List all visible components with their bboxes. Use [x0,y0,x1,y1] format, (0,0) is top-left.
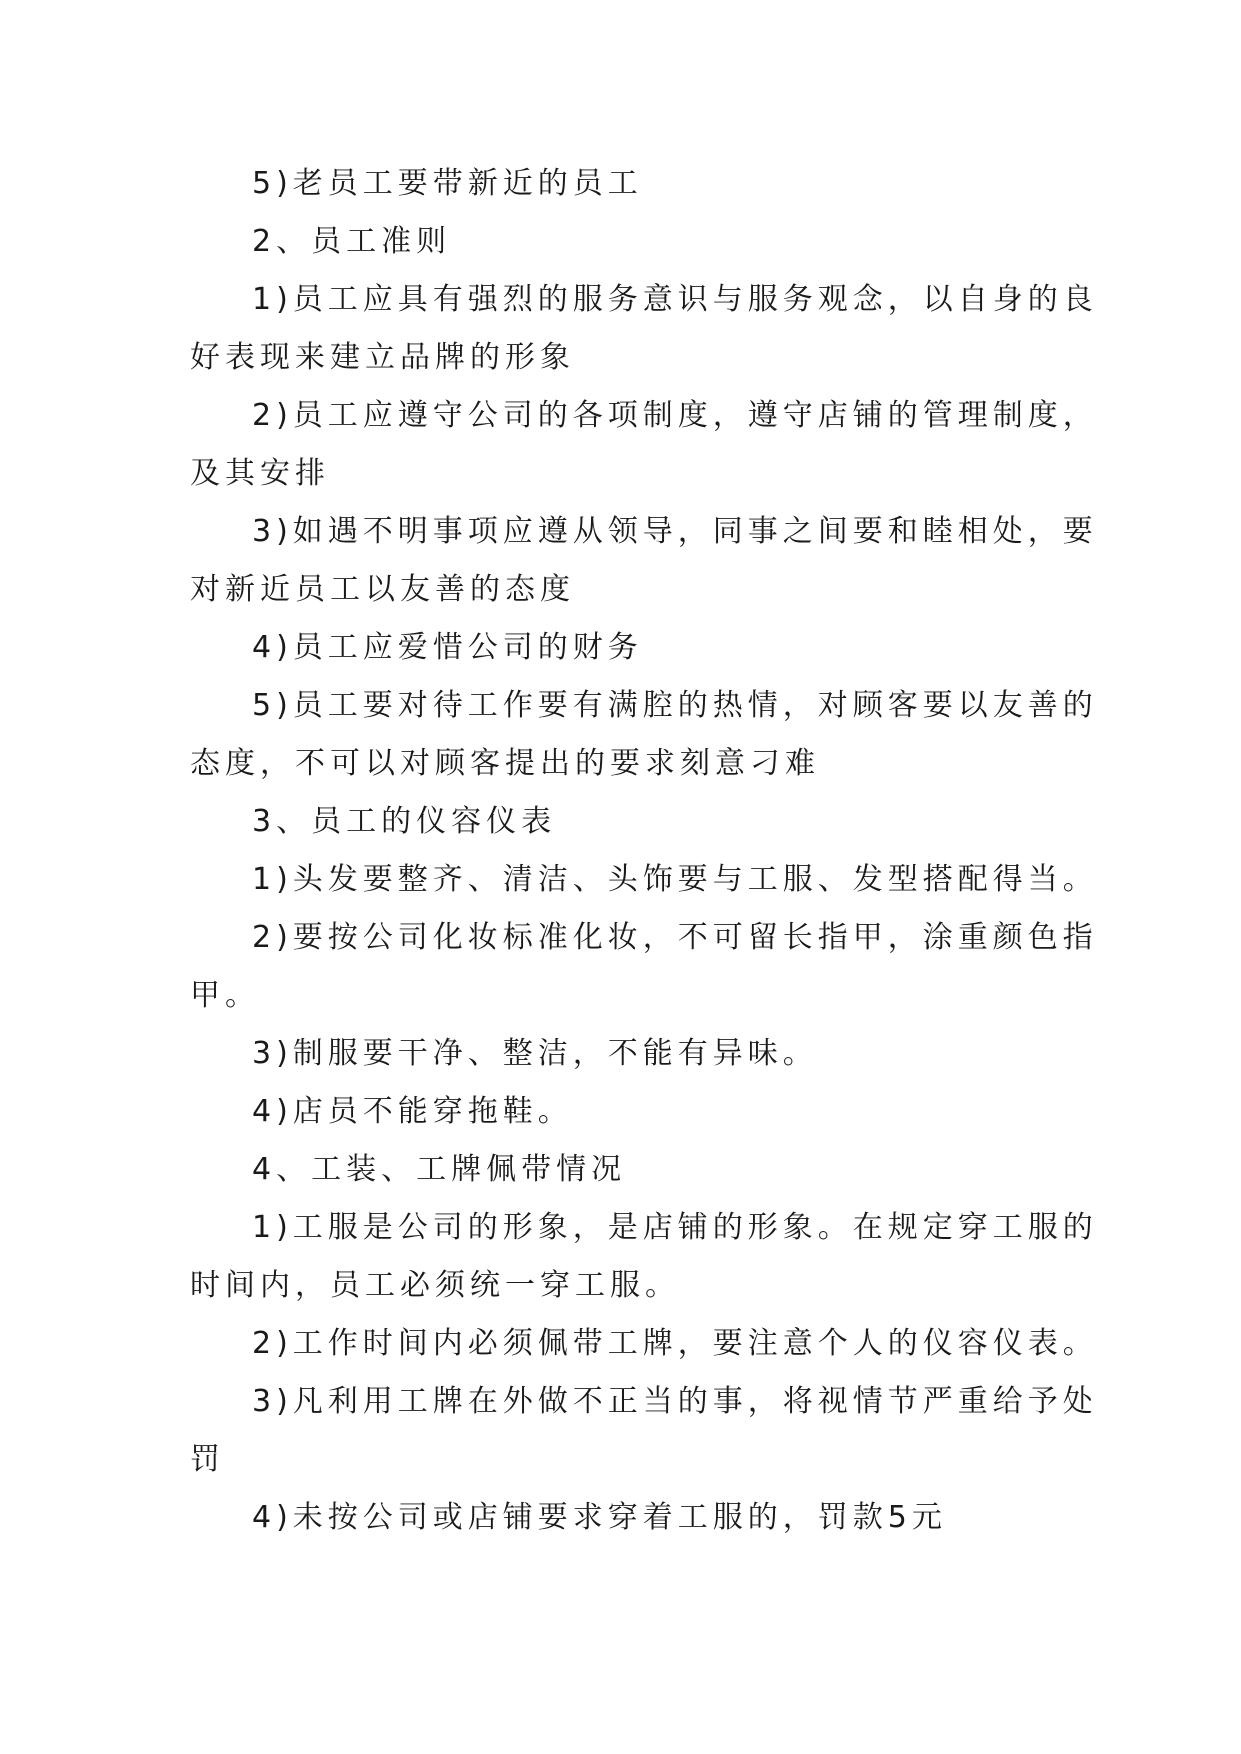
text-line: 2)工作时间内必须佩带工牌，要注意个人的仪容仪表。 [252,1326,1098,1361]
text-line: 1)员工应具有强烈的服务意识与服务观念，以自身的良 [252,282,1098,317]
text-line: 甲。 [190,978,260,1013]
text-line: 对新近员工以友善的态度 [190,572,575,607]
text-line: 4)未按公司或店铺要求穿着工服的，罚款5元 [252,1500,947,1535]
text-line: 3)凡利用工牌在外做不正当的事，将视情节严重给予处 [252,1384,1098,1419]
text-line: 1)工服是公司的形象，是店铺的形象。在规定穿工服的 [252,1210,1098,1245]
section-heading: 2、员工准则 [252,224,452,259]
text-line: 3)制服要干净、整洁，不能有异味。 [252,1036,818,1071]
text-line: 态度，不可以对顾客提出的要求刻意刁难 [190,746,820,781]
text-line: 2)要按公司化妆标准化妆，不可留长指甲，涂重颜色指 [252,920,1098,955]
section-heading: 3、员工的仪容仪表 [252,804,557,839]
section-heading: 4、工装、工牌佩带情况 [252,1152,627,1187]
text-line: 好表现来建立品牌的形象 [190,340,575,375]
text-line: 5)员工要对待工作要有满腔的热情，对顾客要以友善的 [252,688,1098,723]
text-line: 5)老员工要带新近的员工 [252,166,643,201]
text-line: 2)员工应遵守公司的各项制度，遵守店铺的管理制度， [252,398,1098,433]
text-line: 4)员工应爱惜公司的财务 [252,630,643,665]
text-line: 罚 [190,1442,225,1477]
text-line: 4)店员不能穿拖鞋。 [252,1094,573,1129]
text-line: 时间内，员工必须统一穿工服。 [190,1268,680,1303]
text-line: 及其安排 [190,456,330,491]
text-line: 1)头发要整齐、清洁、头饰要与工服、发型搭配得当。 [252,862,1098,897]
text-line: 3)如遇不明事项应遵从领导，同事之间要和睦相处，要 [252,514,1098,549]
